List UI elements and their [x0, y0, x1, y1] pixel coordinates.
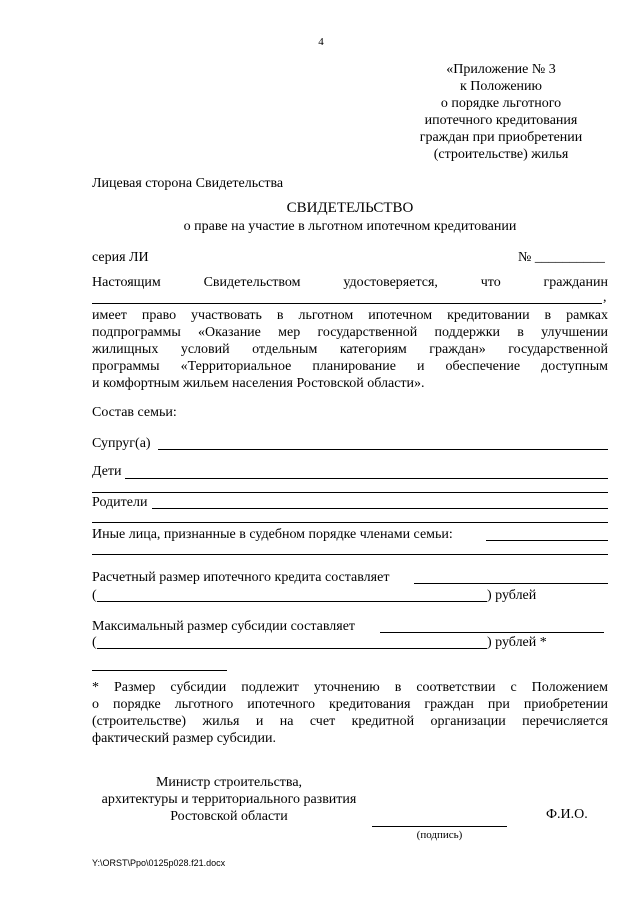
certificate-subtitle: о праве на участие в льготном ипотечном кредитовании — [183, 219, 517, 234]
certify-word: Свидетельством — [203, 275, 301, 290]
appendix-line: граждан при приобретении — [419, 130, 583, 145]
citizen-comma: , — [603, 290, 607, 305]
footnote-separator — [92, 670, 227, 671]
subsidy-currency: ) рублей * — [487, 635, 547, 650]
appendix-line: к Положению — [459, 79, 542, 94]
body-paragraph — [92, 308, 608, 393]
footnote-line: фактический размер субсидии. — [92, 731, 277, 746]
subsidy-label: Максимальный размер субсидии составляет — [92, 619, 356, 634]
minister-line: Ростовской области — [170, 809, 288, 824]
body-line: имеет право участвовать в льготном ипотечном кредитовании в рамках — [92, 308, 608, 323]
front-side-label: Лицевая сторона Свидетельства — [92, 176, 284, 191]
family-heading: Состав семьи: — [92, 405, 177, 420]
spouse-field-line[interactable] — [158, 449, 608, 450]
loan-label: Расчетный размер ипотечного кредита составляет — [92, 570, 390, 585]
certify-line — [92, 275, 608, 291]
parents-field-line[interactable] — [152, 508, 608, 509]
body-line: и комфортным жильем населения Ростовской области». — [92, 376, 425, 391]
children-field-line-2[interactable] — [92, 492, 608, 493]
spouse-label: Супруг(а) — [92, 436, 151, 451]
others-label: Иные лица, признанные в судебном порядке членами семьи: — [92, 527, 453, 542]
body-line: программы «Территориальное планирование и обеспечение доступным — [92, 359, 608, 374]
loan-amount-line[interactable] — [414, 583, 608, 584]
others-field-line-2[interactable] — [92, 554, 608, 555]
parents-field-line-2[interactable] — [92, 522, 608, 523]
certify-word: гражданин — [543, 275, 608, 290]
appendix-line: о порядке льготного — [440, 96, 562, 111]
minister-line: архитектуры и территориального развития — [101, 792, 357, 807]
citizen-name-line[interactable] — [92, 303, 602, 304]
loan-open-paren: ( — [92, 588, 97, 603]
signature-caption: (подпись) — [416, 829, 463, 841]
page-number: 4 — [318, 36, 324, 48]
footnote-line: о порядке льготного ипотечного кредитования граждан при приобретении — [92, 697, 608, 712]
children-field-line[interactable] — [125, 478, 608, 479]
series-label: серия ЛИ — [92, 250, 149, 265]
file-path: Y:\ORST\Ppo\0125p028.f21.docx — [92, 858, 226, 868]
subsidy-open-paren: ( — [92, 635, 97, 650]
body-line: подпрограммы «Оказание мер государственной поддержки в улучшении — [92, 325, 608, 340]
minister-line: Министр строительства, — [155, 775, 303, 790]
minister-block — [88, 775, 370, 826]
subsidy-amount-line[interactable] — [380, 632, 604, 633]
body-line: жилищных условий отдельным категориям граждан» государственной — [92, 342, 608, 357]
certify-word: удостоверяется, — [343, 275, 438, 290]
loan-currency: ) рублей — [487, 588, 537, 603]
children-label: Дети — [92, 464, 122, 479]
certificate-title: СВИДЕТЕЛЬСТВО — [286, 200, 414, 216]
others-field-line[interactable] — [486, 540, 608, 541]
parents-label: Родители — [92, 495, 148, 510]
signature-line[interactable] — [372, 826, 507, 827]
footnote-line: * Размер субсидии подлежит уточнению в соответствии с Положением — [92, 680, 608, 695]
certify-word: что — [480, 275, 501, 290]
appendix-header — [398, 62, 604, 164]
appendix-line: «Приложение № 3 — [446, 62, 556, 77]
footnote — [92, 680, 608, 748]
name-placeholder: Ф.И.О. — [546, 807, 588, 822]
certify-word: Настоящим — [92, 275, 161, 290]
subsidy-words-line[interactable] — [97, 648, 487, 649]
appendix-line: (строительстве) жилья — [433, 147, 569, 162]
appendix-line: ипотечного кредитования — [424, 113, 578, 128]
loan-words-line[interactable] — [97, 601, 487, 602]
footnote-line: (строительстве) жилья и на счет кредитной организации перечисляется — [92, 714, 608, 729]
number-label: № __________ — [518, 250, 605, 265]
